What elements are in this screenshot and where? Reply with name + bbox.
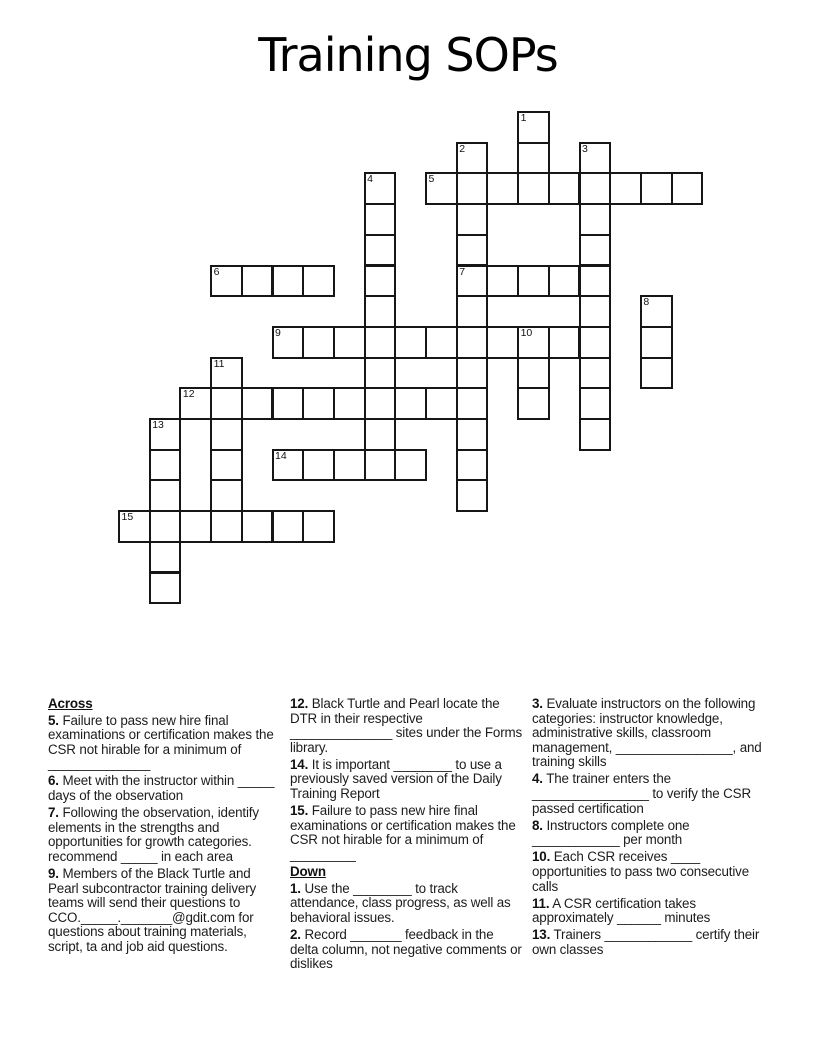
clue-number: 1. — [290, 880, 301, 896]
grid-cell[interactable] — [640, 357, 673, 390]
clue-column-middle — [290, 697, 524, 974]
grid-cell[interactable] — [425, 326, 458, 359]
grid-cell[interactable] — [456, 387, 489, 420]
grid-cell[interactable] — [425, 172, 458, 205]
grid-cell[interactable] — [456, 418, 489, 451]
clue-number: 11. — [532, 895, 550, 911]
cell-number: 13 — [152, 419, 164, 431]
grid-cell[interactable] — [364, 203, 397, 236]
grid-cell[interactable] — [179, 510, 212, 543]
clue-13-down — [532, 928, 766, 957]
grid-cell[interactable] — [241, 510, 274, 543]
grid-cell[interactable] — [210, 265, 243, 298]
cell-number: 9 — [275, 326, 281, 339]
grid-cell[interactable] — [179, 387, 212, 420]
grid-cell[interactable] — [149, 572, 182, 605]
grid-cell[interactable] — [671, 172, 704, 205]
grid-cell[interactable] — [456, 449, 489, 482]
grid-cell[interactable] — [118, 510, 151, 543]
grid-cell[interactable] — [579, 203, 612, 236]
cell-number: 6 — [213, 265, 220, 278]
grid-cell[interactable] — [579, 418, 612, 451]
clue-number: 14. — [290, 756, 309, 772]
clue-text: The trainer enters the ________________ to verify the CSR passed certification — [532, 771, 751, 816]
clue-number: 4. — [532, 771, 543, 787]
grid-cell[interactable] — [272, 326, 305, 359]
grid-cell[interactable] — [579, 142, 612, 175]
clue-text: Instructors complete one ____________ per month — [532, 817, 690, 848]
clue-text: Record _______ feedback in the delta column, not negative comments or dislikes — [290, 926, 522, 972]
cell-number: 3 — [582, 142, 588, 155]
grid-cell[interactable] — [579, 265, 612, 298]
grid-cell[interactable] — [302, 265, 335, 298]
clue-9-across — [48, 867, 282, 955]
grid-cell[interactable] — [579, 387, 612, 420]
grid-cell[interactable] — [333, 387, 366, 420]
grid-cell[interactable] — [609, 172, 642, 205]
grid-cell[interactable] — [579, 234, 612, 267]
clue-14-across — [290, 758, 524, 802]
clue-text: Meet with the instructor within _____ days of the observation — [48, 773, 275, 804]
grid-cell[interactable] — [302, 449, 335, 482]
grid-cell[interactable] — [149, 449, 182, 482]
clue-15-across — [290, 804, 524, 862]
clue-text: Trainers ____________ certify their own classes — [532, 927, 760, 957]
grid-cell[interactable] — [517, 326, 550, 359]
grid-cell[interactable] — [364, 265, 397, 298]
clue-12-across — [290, 697, 524, 755]
grid-cell[interactable] — [486, 326, 519, 359]
grid-cell[interactable] — [210, 418, 243, 451]
grid-cell[interactable] — [241, 387, 274, 420]
grid-cell[interactable] — [302, 510, 335, 543]
clue-section — [48, 697, 770, 974]
grid-cell[interactable] — [149, 418, 182, 451]
grid-cell[interactable] — [640, 326, 673, 359]
clue-3-down — [532, 697, 766, 770]
clue-text: Failure to pass new hire final examinations or certification makes the CSR not hirable for a minimum of ______________ — [48, 712, 274, 772]
grid-cell[interactable] — [579, 295, 612, 328]
clue-text: Following the observation, identify elements in the strengths and opportunities for growth categories. recommend _____ in each area — [48, 805, 259, 864]
grid-cell[interactable] — [517, 357, 550, 390]
clue-number: 15. — [290, 803, 309, 819]
grid-cell[interactable] — [579, 326, 612, 359]
cell-number: 10 — [520, 326, 533, 339]
grid-cell[interactable] — [149, 479, 182, 512]
grid-cell[interactable] — [364, 295, 397, 328]
grid-cell[interactable] — [517, 387, 550, 420]
clue-number: 12. — [290, 696, 309, 711]
clue-2-down — [290, 928, 524, 972]
grid-cell[interactable] — [486, 172, 519, 205]
grid-cell[interactable] — [517, 172, 550, 205]
grid-cell[interactable] — [548, 265, 581, 298]
grid-cell[interactable] — [394, 326, 427, 359]
grid-cell[interactable] — [272, 265, 305, 298]
grid-cell[interactable] — [364, 449, 397, 482]
grid-cell[interactable] — [456, 326, 489, 359]
grid-cell[interactable] — [394, 387, 427, 420]
grid-cell[interactable] — [210, 449, 243, 482]
grid-cell[interactable] — [456, 234, 489, 267]
clue-6-across — [48, 774, 282, 803]
cell-number: 12 — [182, 388, 195, 401]
clue-text: Members of the Black Turtle and Pearl subcontractor training delivery teams will send their questions to CCO._____._______@gdit.com for questions about training materials, script, ta and job aid questions. — [48, 866, 257, 954]
clue-text: A CSR certification takes approximately ______ minutes — [532, 895, 711, 926]
clue-8-down — [532, 819, 766, 848]
clue-text: Black Turtle and Pearl locate the DTR in their respective ______________ sites under the Forms library. — [290, 696, 523, 755]
grid-cell[interactable] — [149, 510, 182, 543]
grid-cell[interactable] — [579, 357, 612, 390]
clue-7-across — [48, 806, 282, 864]
grid-cell[interactable] — [640, 172, 673, 205]
grid-cell[interactable] — [364, 418, 397, 451]
grid-cell[interactable] — [517, 142, 550, 175]
grid-cell[interactable] — [456, 295, 489, 328]
clue-number: 5. — [48, 712, 59, 728]
grid-cell[interactable] — [364, 234, 397, 267]
grid-cell[interactable] — [456, 203, 489, 236]
grid-cell[interactable] — [456, 142, 489, 175]
clue-text: It is important ________ to use a previously saved version of the Daily Training Report — [290, 756, 502, 802]
clue-column-right — [532, 697, 766, 974]
grid-cell[interactable] — [210, 510, 243, 543]
grid-cell[interactable] — [210, 357, 243, 390]
grid-cell[interactable] — [640, 295, 673, 328]
cell-number: 2 — [459, 142, 466, 155]
clue-4-down — [532, 772, 766, 816]
grid-cell[interactable] — [302, 387, 335, 420]
clue-text: Evaluate instructors on the following categories: instructor knowledge, administrative skills, classroom management, ________________, and training skills — [532, 696, 762, 770]
grid-cell[interactable] — [364, 387, 397, 420]
cell-number: 5 — [428, 173, 435, 186]
clue-number: 10. — [532, 849, 551, 865]
cell-number: 11 — [213, 357, 225, 370]
grid-cell[interactable] — [394, 449, 427, 482]
grid-cell[interactable] — [517, 265, 550, 298]
grid-cell[interactable] — [302, 326, 335, 359]
grid-cell[interactable] — [210, 387, 243, 420]
grid-cell[interactable] — [333, 449, 366, 482]
cell-number: 8 — [643, 296, 650, 309]
clue-number: 3. — [532, 696, 543, 711]
grid-cell[interactable] — [364, 357, 397, 390]
grid-cell[interactable] — [548, 326, 581, 359]
grid-cell[interactable] — [456, 265, 489, 298]
clue-1-down — [290, 882, 524, 926]
clue-number: 8. — [532, 817, 543, 833]
clue-text: Use the ________ to track attendance, class progress, as well as behavioral issues. — [290, 880, 511, 925]
grid-cell[interactable] — [272, 449, 305, 482]
cell-number: 7 — [459, 265, 466, 278]
grid-cell[interactable] — [241, 265, 274, 298]
grid-cell[interactable] — [210, 479, 243, 512]
clue-text: Failure to pass new hire final examinations or certification makes the CSR not hirable for a minimum of _________ — [290, 803, 516, 862]
cell-number: 15 — [121, 511, 134, 524]
grid-cell[interactable] — [456, 172, 489, 205]
clue-number: 2. — [290, 926, 301, 942]
clue-5-across — [48, 714, 282, 772]
grid-cell[interactable] — [456, 357, 489, 390]
clue-list-header: Down — [290, 864, 326, 880]
grid-cell[interactable] — [456, 479, 489, 512]
grid-cell[interactable] — [364, 326, 397, 359]
clue-number: 9. — [48, 866, 59, 882]
clue-text: Each CSR receives ____ opportunities to pass two consecutive calls — [532, 849, 750, 894]
grid-cell[interactable] — [579, 172, 612, 205]
clue-number: 7. — [48, 805, 59, 821]
grid-cell[interactable] — [272, 387, 305, 420]
grid-cell[interactable] — [364, 172, 397, 205]
cell-number: 4 — [367, 173, 373, 186]
puzzle-title: Training SOPs — [258, 28, 558, 82]
grid-cell[interactable] — [425, 387, 458, 420]
grid-cell[interactable] — [517, 111, 550, 144]
clue-list-header: Across — [48, 696, 93, 711]
clue-number: 13. — [532, 927, 551, 943]
clue-number: 6. — [48, 773, 59, 789]
clue-10-down — [532, 850, 766, 894]
cell-number: 14 — [275, 449, 287, 462]
clue-column-left — [48, 697, 282, 974]
grid-cell[interactable] — [333, 326, 366, 359]
grid-cell[interactable] — [548, 172, 581, 205]
grid-cell[interactable] — [272, 510, 305, 543]
grid-cell[interactable] — [486, 265, 519, 298]
clue-11-down — [532, 897, 766, 926]
cell-number: 1 — [520, 112, 527, 124]
grid-cell[interactable] — [149, 541, 182, 574]
